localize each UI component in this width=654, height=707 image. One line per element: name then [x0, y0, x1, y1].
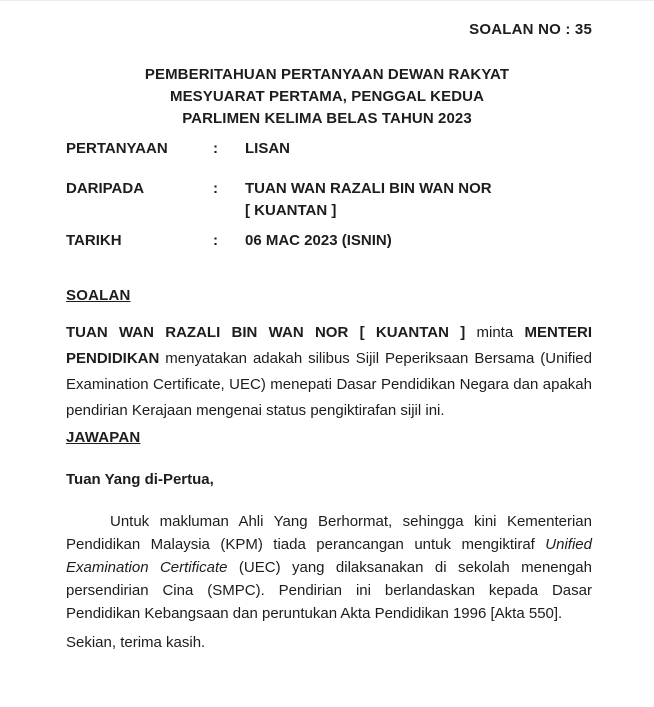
header-line-2: MESYUARAT PERTAMA, PENGGAL KEDUA — [169, 88, 485, 105]
answer-paragraph — [66, 510, 592, 625]
salutation: Tuan Yang di-Pertua, — [66, 471, 214, 488]
closing-text: Sekian, terima kasih. — [66, 634, 206, 651]
meta-colon: : — [213, 232, 218, 249]
meta-colon: : — [213, 140, 218, 157]
answer-text-run-1: Untuk makluman Ahli Yang Berhormat, sehingga kini Kementerian Pendidikan Malaysia (KPM) tiada perancangan untuk mengiktiraf — [66, 513, 592, 553]
meta-value-line-2: [ KUANTAN ] — [245, 202, 337, 219]
document-body — [66, 285, 592, 654]
header-line-1: PEMBERITAHUAN PERTANYAAN DEWAN RAKYAT — [144, 66, 510, 83]
meta-row-pertanyaan — [66, 138, 592, 160]
question-number: SOALAN NO : 35 — [469, 21, 592, 38]
meta-row-tarikh — [66, 230, 592, 252]
meta-label: DARIPADA — [66, 180, 145, 197]
meta-value: LISAN — [245, 140, 290, 157]
jawapan-heading: JAWAPAN — [66, 429, 141, 446]
meta-label: PERTANYAAN — [66, 140, 168, 157]
meta-value: 06 MAC 2023 (ISNIN) — [245, 232, 392, 249]
meta-block — [66, 138, 592, 252]
meta-value — [245, 178, 592, 222]
answer-text-run-2: (UEC) yang dilaksanakan di sekolah menengah persendirian Cina (SMPC). Pendirian ini berlandaskan kepada Dasar Pendidikan Kebangsaan dan peruntukan Akta Pendidikan 1996 [Akta 550]. — [66, 559, 592, 622]
question-minister-bold: MENTERI PENDIDIKAN — [66, 324, 592, 367]
meta-value-line-1: TUAN WAN RAZALI BIN WAN NOR — [245, 180, 492, 197]
question-text-run-2: menyatakan adakah silibus Sijil Peperiksaan Bersama (Unified Examination Certificate, UEC) menepati Dasar Pendidikan Negara dan apakah pendirian Kerajaan mengenai status pengiktirafan sijil ini. — [66, 350, 592, 419]
soalan-heading: SOALAN — [66, 287, 131, 304]
meta-colon: : — [213, 180, 218, 197]
meta-row-daripada — [66, 178, 592, 222]
answer-italic-phrase: Unified Examination Certificate — [66, 536, 592, 576]
meta-label: TARIKH — [66, 232, 122, 249]
header-line-3: PARLIMEN KELIMA BELAS TAHUN 2023 — [182, 110, 472, 127]
question-paragraph — [66, 320, 592, 424]
question-text-run-1: minta — [465, 324, 525, 341]
question-asker-bold: TUAN WAN RAZALI BIN WAN NOR [ KUANTAN ] — [66, 324, 466, 341]
